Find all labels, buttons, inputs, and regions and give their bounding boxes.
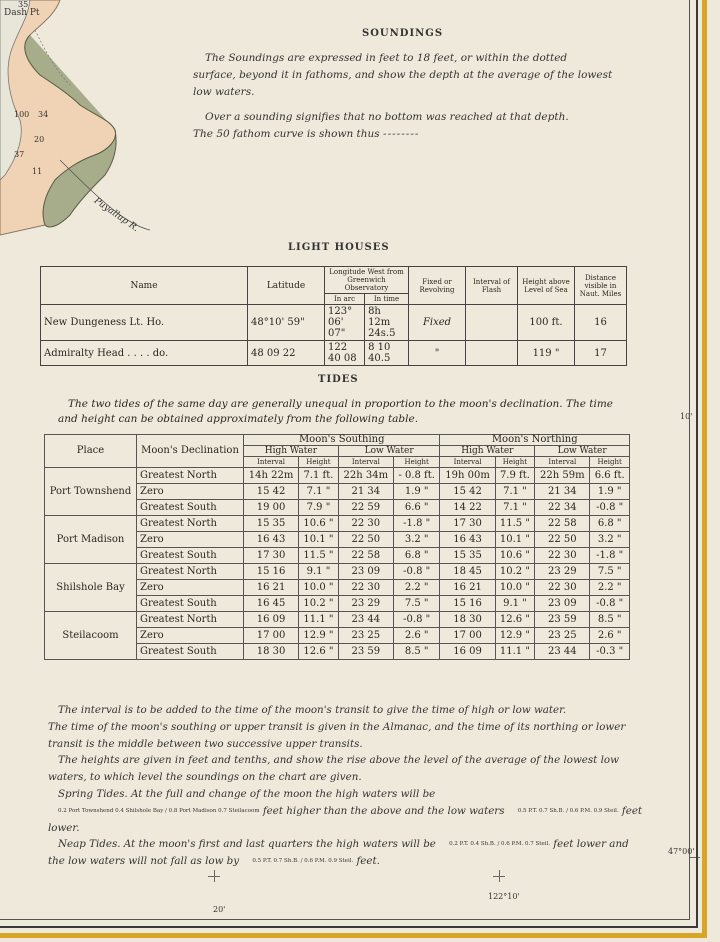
col-latitude: Latitude xyxy=(248,267,325,305)
tide-value: 16 43 xyxy=(440,532,495,548)
map-sounding-label: 35 xyxy=(18,0,29,9)
neap-tides-text-b: feet lower and the low waters will not fall as low by xyxy=(48,838,629,868)
soundings-line-3: The 50 fathom curve is shown thus xyxy=(193,128,380,140)
tide-value: 22 50 xyxy=(535,532,590,548)
tide-value: 16 21 xyxy=(440,580,495,596)
tide-value: 17 00 xyxy=(440,628,495,644)
tide-value: 22 34 xyxy=(535,500,590,516)
tide-value: 2.6 " xyxy=(393,628,440,644)
col-height: Height xyxy=(495,457,535,468)
tide-declination: Greatest South xyxy=(137,500,244,516)
tide-value: 7.5 " xyxy=(393,596,440,612)
tide-value: 23 29 xyxy=(338,596,393,612)
tide-value: -0.8 " xyxy=(590,500,630,516)
tide-value: 3.2 " xyxy=(590,532,630,548)
tide-value: 23 29 xyxy=(535,564,590,580)
note-interval: The interval is to be added to the time of the moon's transit to give the time of high or low water. xyxy=(58,704,567,716)
tide-value: 15 42 xyxy=(440,484,495,500)
latitude-label: 47°00' xyxy=(668,847,695,856)
tide-value: 6.6 ft. xyxy=(590,468,630,484)
map-label-dash-point: Dash Pt xyxy=(4,8,40,18)
col-interval: Interval xyxy=(338,457,393,468)
tide-value: -0.8 " xyxy=(393,564,440,580)
tide-value: -0.8 " xyxy=(393,612,440,628)
tide-value: 19 00 xyxy=(244,500,299,516)
tide-declination: Greatest North xyxy=(137,516,244,532)
tide-value: -1.8 " xyxy=(393,516,440,532)
lighthouses-title: LIGHT HOUSES xyxy=(288,242,390,253)
tide-value: 17 00 xyxy=(244,628,299,644)
tide-value: 23 59 xyxy=(338,644,393,660)
tide-value: 22 30 xyxy=(535,580,590,596)
tide-value: 7.9 ft. xyxy=(495,468,535,484)
soundings-line-2: Over a sounding signifies that no bottom was reached at that depth. xyxy=(205,111,569,123)
lighthouse-name: Admiralty Head . . . . do. xyxy=(41,341,248,366)
tide-declination: Greatest North xyxy=(137,564,244,580)
tide-value: 10.2 " xyxy=(299,596,339,612)
tide-value: 18 30 xyxy=(440,612,495,628)
tide-value: 22 50 xyxy=(338,532,393,548)
col-high-water: High Water xyxy=(244,446,339,457)
lighthouse-latitude: 48°10' 59" xyxy=(248,305,325,341)
col-height: Height xyxy=(393,457,440,468)
tide-value: -0.8 " xyxy=(590,596,630,612)
tide-value: 7.9 " xyxy=(299,500,339,516)
tide-value: 10.1 " xyxy=(299,532,339,548)
col-interval: Interval xyxy=(535,457,590,468)
tide-value: 10.0 " xyxy=(495,580,535,596)
tide-declination: Zero xyxy=(137,580,244,596)
tide-value: 3.2 " xyxy=(393,532,440,548)
tide-value: 7.5 " xyxy=(590,564,630,580)
tide-value: 23 25 xyxy=(535,628,590,644)
col-height: Height xyxy=(590,457,630,468)
lighthouse-arc: 123° 06' 07" xyxy=(325,305,365,341)
note-heights: The heights are given in feet and tenths, and show the rise above the level of the average of the lowest low waters, to which level the soundings on the chart are given. xyxy=(48,754,619,784)
neap-hw-fraction: 0.2 P.T. 0.4 Sh.B. / 0.6 P.M. 0.7 Steil. xyxy=(449,841,551,848)
tide-value: 7.1 " xyxy=(495,484,535,500)
tide-value: 22h 59m xyxy=(535,468,590,484)
lighthouse-arc: 122 40 08 xyxy=(325,341,365,366)
tide-value: 15 35 xyxy=(244,516,299,532)
col-declination: Moon's Declination xyxy=(137,435,244,468)
tide-value: 11.1 " xyxy=(495,644,535,660)
lighthouse-height: 100 ft. xyxy=(518,305,575,341)
map-sounding-label: 11 xyxy=(32,167,43,176)
col-name: Name xyxy=(41,267,248,305)
lighthouse-fixed: Fixed xyxy=(409,305,466,341)
tide-place: Shilshole Bay xyxy=(45,564,137,612)
tide-value: - 0.8 ft. xyxy=(393,468,440,484)
col-northing: Moon's Northing xyxy=(440,435,630,446)
tide-value: 12.6 " xyxy=(495,612,535,628)
map-river-label: Puyallup R. xyxy=(91,195,141,235)
tide-value: 2.2 " xyxy=(590,580,630,596)
tides-title: TIDES xyxy=(318,374,359,385)
lighthouse-time: 8 10 40.5 xyxy=(365,341,409,366)
tide-value: 23 25 xyxy=(338,628,393,644)
tide-value: 22 58 xyxy=(338,548,393,564)
spring-tides-text-b: feet higher than the above and the low waters xyxy=(262,804,505,817)
col-interval: Interval xyxy=(244,457,299,468)
tide-place: Port Townshend xyxy=(45,468,137,516)
note-transit: The time of the moon's southing or upper transit is given in the Almanac, and the time of its northing or lower transit is the middle between two successive upper transits. xyxy=(48,720,626,750)
tide-value: 15 35 xyxy=(440,548,495,564)
soundings-line-1: The Soundings are expressed in feet to 18 feet, or within the dotted surface, beyond it in fathoms, and show the depth at the average of the lowest low waters. xyxy=(193,52,613,98)
tide-value: 18 30 xyxy=(244,644,299,660)
lighthouse-name: New Dungeness Lt. Ho. xyxy=(41,305,248,341)
tide-value: -1.8 " xyxy=(590,548,630,564)
col-in-arc: In arc xyxy=(325,294,365,305)
neap-tides-text-a: Neap Tides. At the moon's first and last quarters the high waters will be xyxy=(58,838,436,851)
tide-value: 12.9 " xyxy=(495,628,535,644)
tide-value: -0.3 " xyxy=(590,644,630,660)
tide-declination: Zero xyxy=(137,484,244,500)
tide-value: 22 58 xyxy=(535,516,590,532)
tide-value: 16 09 xyxy=(244,612,299,628)
tide-declination: Greatest South xyxy=(137,644,244,660)
lighthouse-distance: 17 xyxy=(575,341,627,366)
map-sounding-label: 20 xyxy=(34,135,45,144)
col-longitude: Longitude West from Greenwich Observatory xyxy=(325,267,409,294)
col-in-time: In time xyxy=(365,294,409,305)
longitude-label: 20' xyxy=(213,905,226,914)
tide-value: 10.6 " xyxy=(495,548,535,564)
col-distance: Distance visible in Naut. Miles xyxy=(575,267,627,305)
col-low-water: Low Water xyxy=(535,446,630,457)
col-low-water: Low Water xyxy=(338,446,440,457)
lighthouse-latitude: 48 09 22 xyxy=(248,341,325,366)
tide-value: 16 45 xyxy=(244,596,299,612)
lighthouse-fixed: " xyxy=(409,341,466,366)
tide-place: Port Madison xyxy=(45,516,137,564)
lighthouse-height: 119 " xyxy=(518,341,575,366)
spring-tides-text-c: feet lower. xyxy=(48,804,643,834)
tide-value: 8.5 " xyxy=(393,644,440,660)
map-sounding-label: 37 xyxy=(14,150,25,159)
tide-value: 7.1 ft. xyxy=(299,468,339,484)
col-interval: Interval of Flash xyxy=(466,267,518,305)
tide-value: 11.1 " xyxy=(299,612,339,628)
tide-declination: Zero xyxy=(137,532,244,548)
tide-value: 22 30 xyxy=(338,516,393,532)
tide-place: Steilacoom xyxy=(45,612,137,660)
spring-lw-fraction: 0.5 P.T. 0.7 Sh.B. / 0.6 P.M. 0.9 Steil. xyxy=(517,807,619,814)
tide-value: 18 45 xyxy=(440,564,495,580)
tide-value: 9.1 " xyxy=(495,596,535,612)
spring-tides-text-a: Spring Tides. At the full and change of the moon the high waters will be xyxy=(58,787,436,800)
tide-value: 14 22 xyxy=(440,500,495,516)
longitude-label: 122°10' xyxy=(488,892,520,901)
tide-value: 1.9 " xyxy=(393,484,440,500)
tide-value: 6.8 " xyxy=(590,516,630,532)
tide-value: 15 16 xyxy=(440,596,495,612)
tide-declination: Greatest South xyxy=(137,596,244,612)
tides-intro: The two tides of the same day are generally unequal in proportion to the moon's declination. The time and height can be obtained approximately from the following table. xyxy=(58,398,614,425)
col-height: Height xyxy=(299,457,339,468)
lighthouse-time: 8h 12m 24s.5 xyxy=(365,305,409,341)
col-fixed: Fixed or Revolving xyxy=(409,267,466,305)
tide-value: 16 43 xyxy=(244,532,299,548)
tide-value: 1.9 " xyxy=(590,484,630,500)
tide-value: 11.5 " xyxy=(495,516,535,532)
col-interval: Interval xyxy=(440,457,495,468)
tide-declination: Zero xyxy=(137,628,244,644)
map-sounding-label: 34 xyxy=(38,110,49,119)
map-sounding-label: 100 xyxy=(14,110,30,119)
tide-value: 17 30 xyxy=(244,548,299,564)
tide-value: 6.8 " xyxy=(393,548,440,564)
tide-value: 14h 22m xyxy=(244,468,299,484)
tide-value: 17 30 xyxy=(440,516,495,532)
tide-value: 7.1 " xyxy=(495,500,535,516)
latitude-label: 10' xyxy=(680,412,693,421)
tide-value: 6.6 " xyxy=(393,500,440,516)
tide-value: 11.5 " xyxy=(299,548,339,564)
fathom-curve-sample: -------- xyxy=(383,128,420,140)
tide-value: 10.2 " xyxy=(495,564,535,580)
tide-value: 15 16 xyxy=(244,564,299,580)
tide-value: 15 42 xyxy=(244,484,299,500)
soundings-title: SOUNDINGS xyxy=(362,28,444,39)
tide-value: 22 30 xyxy=(338,580,393,596)
tide-value: 23 44 xyxy=(535,644,590,660)
tide-value: 7.1 " xyxy=(299,484,339,500)
tide-value: 12.6 " xyxy=(299,644,339,660)
col-height: Height above Level of Sea xyxy=(518,267,575,305)
tide-value: 8.5 " xyxy=(590,612,630,628)
tide-value: 23 09 xyxy=(338,564,393,580)
tide-value: 2.2 " xyxy=(393,580,440,596)
col-southing: Moon's Southing xyxy=(244,435,440,446)
tide-value: 10.6 " xyxy=(299,516,339,532)
col-high-water: High Water xyxy=(440,446,535,457)
tide-value: 19h 00m xyxy=(440,468,495,484)
col-place: Place xyxy=(45,435,137,468)
tide-value: 16 21 xyxy=(244,580,299,596)
tide-value: 16 09 xyxy=(440,644,495,660)
lighthouse-distance: 16 xyxy=(575,305,627,341)
tide-value: 9.1 " xyxy=(299,564,339,580)
tide-value: 21 34 xyxy=(338,484,393,500)
neap-tides-text-c: feet. xyxy=(356,855,380,868)
tide-value: 12.9 " xyxy=(299,628,339,644)
tide-declination: Greatest North xyxy=(137,468,244,484)
tide-declination: Greatest North xyxy=(137,612,244,628)
tide-declination: Greatest South xyxy=(137,548,244,564)
tide-value: 22 59 xyxy=(338,500,393,516)
spring-hw-fraction: 0.2 Port Townshend 0.4 Shilshole Bay / 0.8 Port Madison 0.7 Steilacoom xyxy=(58,807,260,814)
tide-value: 23 44 xyxy=(338,612,393,628)
tide-value: 21 34 xyxy=(535,484,590,500)
neap-lw-fraction: 0.5 P.T. 0.7 Sh.B. / 0.6 P.M. 0.9 Steil. xyxy=(252,858,354,865)
tide-value: 2.6 " xyxy=(590,628,630,644)
tide-value: 22 30 xyxy=(535,548,590,564)
tide-value: 23 59 xyxy=(535,612,590,628)
tide-value: 10.0 " xyxy=(299,580,339,596)
tide-value: 22h 34m xyxy=(338,468,393,484)
tide-value: 23 09 xyxy=(535,596,590,612)
tide-value: 10.1 " xyxy=(495,532,535,548)
